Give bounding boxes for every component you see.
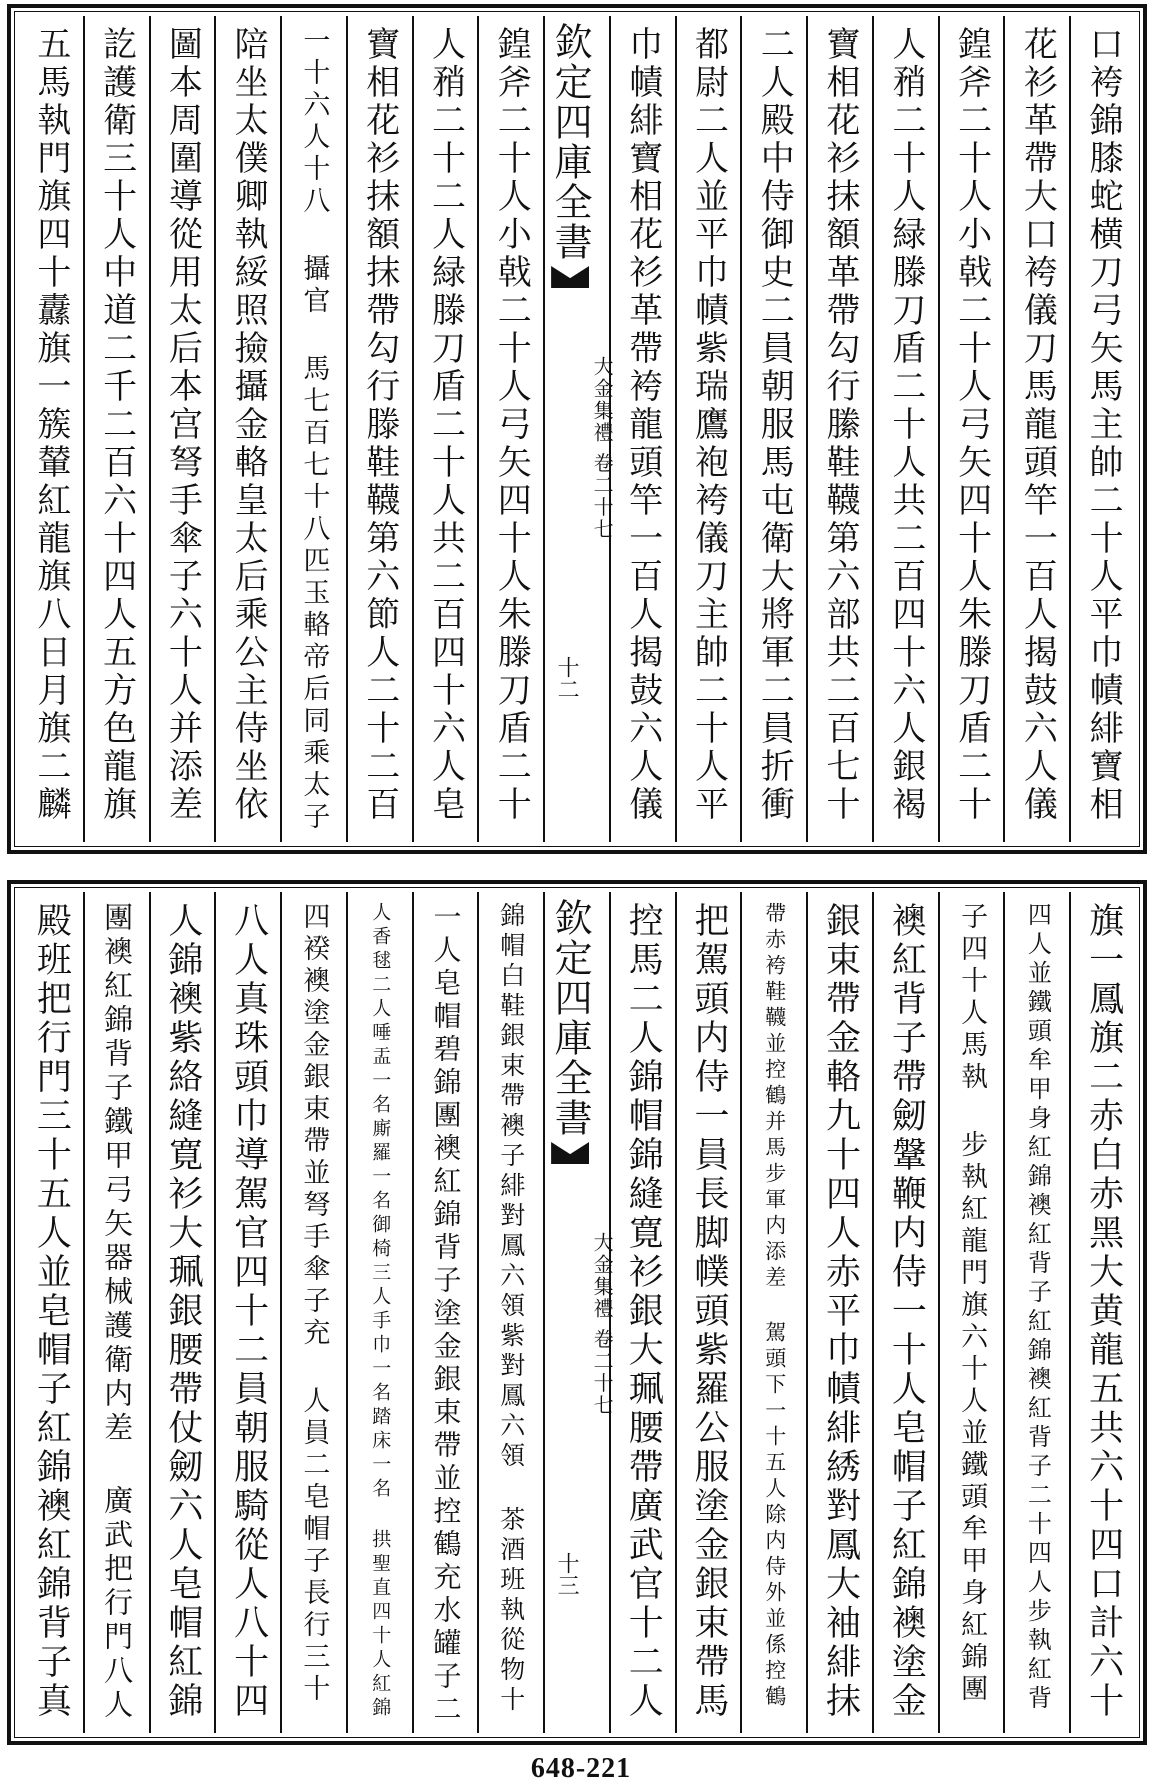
text-column xyxy=(19,16,83,842)
text-column xyxy=(609,892,675,1733)
text-column xyxy=(412,16,478,842)
text-column xyxy=(806,892,872,1733)
column-text: 人矟二十人緑滕刀盾二十人共二百四十六人銀褐 xyxy=(885,26,926,824)
chapter-label: 大金集禮 卷二十七 xyxy=(590,1232,615,1417)
text-column xyxy=(609,16,675,842)
column-text: 四䙆襖塗金銀束帶並弩手傘子充 人員二皂帽子長行三十 xyxy=(298,902,330,1706)
text-column xyxy=(477,16,543,842)
column-text: 都尉二人並平巾幘紫瑞鷹袍袴儀刀主帥二十人平 xyxy=(688,26,729,824)
column-text: 殿班把行門三十五人並皂帽子紅錦襖紅錦背子真 xyxy=(31,902,72,1721)
text-column xyxy=(675,16,741,842)
bottom-page xyxy=(7,880,1147,1745)
top-columns xyxy=(19,16,1135,842)
text-column xyxy=(806,16,872,842)
text-column xyxy=(740,16,806,842)
column-text: 五馬執門旗四十纛旗一簇輦紅龍旗八日月旗二麟 xyxy=(30,26,71,824)
text-column xyxy=(1003,892,1069,1733)
text-column xyxy=(938,892,1004,1733)
column-text: 訖護衛三十人中道二千二百六十四人五方色龍旗 xyxy=(96,26,137,824)
text-column xyxy=(412,892,478,1733)
text-column xyxy=(214,16,280,842)
column-text: 一人皂帽碧錦團襖紅錦背子塗金銀束帶並控鶴充水罐子二 xyxy=(429,902,463,1727)
column-text: 鍠斧二十人小戟二十人弓矢四十人朱滕刀盾二十 xyxy=(491,26,532,824)
column-text: 子四十人馬執 步執紅龍門旗六十人並鐵頭牟甲身紅錦團 xyxy=(956,902,988,1706)
text-column xyxy=(149,16,215,842)
book-title: 欽定四庫全書 xyxy=(548,898,593,1138)
text-column xyxy=(214,892,280,1733)
text-column xyxy=(19,892,83,1733)
column-text: 巾幘緋寶相花衫革帶袴龍頭竿一百人揭鼓六人儀 xyxy=(622,26,663,824)
column-text: 口袴錦膝蛇横刀弓矢馬主帥二十人平巾幘緋寶相 xyxy=(1083,26,1124,824)
leaf-number: 十二 xyxy=(554,656,580,700)
column-text: 花衫革帶大口袴儀刀馬龍頭竿一百人揭鼓六人儀 xyxy=(1017,26,1058,824)
column-text: 旗一鳳旗二赤白赤黑大黄龍五共六十四口計六十 xyxy=(1083,902,1124,1721)
book-title: 欽定四庫全書 xyxy=(548,22,593,262)
leaf-number: 十三 xyxy=(554,1552,580,1596)
fish-tail-mark xyxy=(551,1142,589,1164)
column-text: 襖紅背子帶劒鞶鞭内侍一十人皂帽子紅錦襖塗金 xyxy=(886,902,927,1721)
column-text: 圖本周圍導從用太后本宫弩手傘子六十人并添差 xyxy=(162,26,203,824)
text-column xyxy=(83,16,149,842)
bottom-columns xyxy=(19,892,1135,1733)
column-text: 八人真珠頭巾導駕官四十二員朝服騎從人八十四 xyxy=(228,902,269,1721)
text-column xyxy=(1069,16,1135,842)
column-text: 一十六人十八 攝官 馬七百七十八匹玉輅帝后同乘太子 xyxy=(298,26,330,834)
column-text: 把駕頭内侍一員長脚幞頭紫羅公服塗金銀束帶馬 xyxy=(689,902,730,1721)
column-text: 寶相花衫抹額革帶勾行縢鞋韈第六部共二百七十 xyxy=(820,26,861,824)
center-fold-column xyxy=(543,16,615,842)
column-text: 人香毬二人唾盂一名廝羅一名御椅三人手巾一名踏床一名 拱聖直四十人紅錦 xyxy=(369,902,392,1721)
column-text: 團襖紅錦背子鐵甲弓矢器械護衛内差 廣武把行門八人 xyxy=(100,902,135,1723)
chapter-label: 大金集禮 卷二十七 xyxy=(590,356,615,541)
text-column xyxy=(346,16,412,842)
column-text: 二人殿中侍御史二員朝服馬屯衛大將軍二員折衝 xyxy=(754,26,795,824)
center-fold-column xyxy=(543,892,615,1733)
text-column xyxy=(1003,16,1069,842)
column-text: 寶相花衫抹額抹帶勾行滕鞋韈第六節人二十二百 xyxy=(359,26,400,824)
text-column xyxy=(83,892,149,1733)
text-column xyxy=(280,16,346,842)
text-column xyxy=(675,892,741,1733)
text-column xyxy=(872,16,938,842)
column-text: 帶赤袴鞋韈並控鶴并馬步軍内添差 駕頭下一十五人除内侍外並係控鶴 xyxy=(762,902,787,1711)
text-column xyxy=(938,16,1004,842)
text-column xyxy=(872,892,938,1733)
column-text: 四人並鐵頭牟甲身紅錦襖紅背子紅錦襖紅背子二十四人步執紅背 xyxy=(1023,902,1052,1714)
text-column xyxy=(280,892,346,1733)
text-column xyxy=(149,892,215,1733)
column-text: 錦帽白鞋銀束帶襖子緋對鳳六領紫對鳳六領 茶酒班執從物十 xyxy=(496,902,526,1716)
text-column xyxy=(477,892,543,1733)
column-text: 控馬二人錦帽錦縫寛衫銀大珮腰帶廣武官十二人 xyxy=(623,902,664,1721)
column-text: 銀束帶金輅九十四人赤平巾幘緋綉對鳳大袖緋抹 xyxy=(820,902,861,1721)
column-text: 人矟二十二人緑滕刀盾二十人共二百四十六人皂 xyxy=(425,26,466,824)
text-column xyxy=(346,892,412,1733)
column-text: 人錦襖紫絡縫寛衫大珮銀腰帶仗劒六人皂帽紅錦 xyxy=(162,902,203,1721)
column-text: 鍠斧二十人小戟二十人弓矢四十人朱滕刀盾二十 xyxy=(951,26,992,824)
fish-tail-mark xyxy=(551,266,589,288)
page-folio-number: 648-221 xyxy=(530,1753,632,1784)
column-text: 陪坐太僕卿執綏照撿攝金輅皇太后乘公主侍坐依 xyxy=(228,26,269,824)
text-column xyxy=(740,892,806,1733)
text-column xyxy=(1069,892,1135,1733)
top-page xyxy=(7,4,1147,854)
